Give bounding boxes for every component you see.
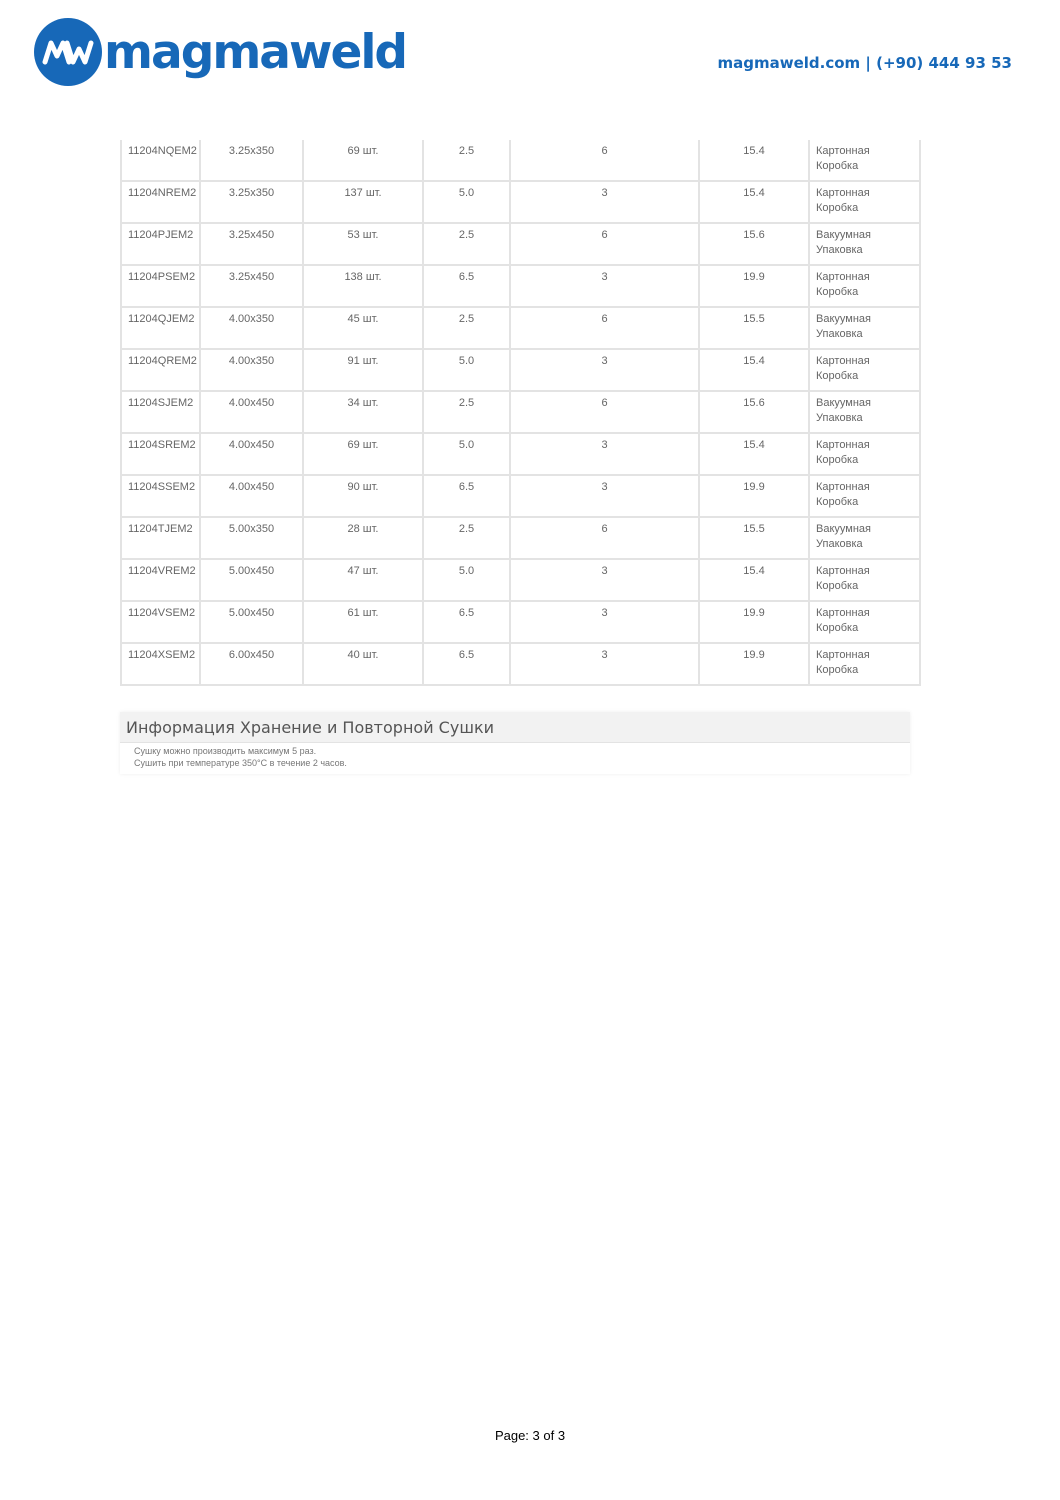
cell-weight: 2.5 xyxy=(423,307,510,349)
logo-text: magmaweld xyxy=(104,24,407,80)
cell-package-count: 6 xyxy=(510,517,699,559)
cell-product-code: 11204QJEM2 xyxy=(121,307,200,349)
cell-product-code: 11204VREM2 xyxy=(121,559,200,601)
product-table-wrapper xyxy=(120,140,919,686)
cell-package-count: 3 xyxy=(510,559,699,601)
cell-total-weight: 19.9 xyxy=(699,643,809,685)
cell-total-weight: 19.9 xyxy=(699,475,809,517)
cell-product-code: 11204NREM2 xyxy=(121,181,200,223)
table-row xyxy=(121,601,920,643)
storage-info-title: Информация Хранение и Повторной Сушки xyxy=(120,712,910,743)
cell-size: 4.00x450 xyxy=(200,433,303,475)
page-number: Page: 3 of 3 xyxy=(494,1428,566,1443)
cell-size: 3.25x450 xyxy=(200,223,303,265)
product-table xyxy=(120,140,921,686)
cell-total-weight: 19.9 xyxy=(699,265,809,307)
cell-weight: 2.5 xyxy=(423,140,510,181)
cell-total-weight: 15.4 xyxy=(699,181,809,223)
table-row xyxy=(121,517,920,559)
cell-product-code: 11204VSEM2 xyxy=(121,601,200,643)
cell-package-count: 3 xyxy=(510,601,699,643)
cell-packaging: Картонная Коробка xyxy=(809,433,920,475)
cell-quantity: 137 шт. xyxy=(303,181,423,223)
cell-product-code: 11204NQEM2 xyxy=(121,140,200,181)
cell-quantity: 61 шт. xyxy=(303,601,423,643)
cell-packaging: Картонная Коробка xyxy=(809,475,920,517)
cell-package-count: 6 xyxy=(510,391,699,433)
cell-total-weight: 15.4 xyxy=(699,433,809,475)
cell-packaging: Картонная Коробка xyxy=(809,140,920,181)
contact-info: magmaweld.com | (+90) 444 93 53 xyxy=(717,54,1012,72)
cell-weight: 2.5 xyxy=(423,517,510,559)
table-row xyxy=(121,349,920,391)
table-row xyxy=(121,307,920,349)
cell-quantity: 90 шт. xyxy=(303,475,423,517)
cell-total-weight: 15.6 xyxy=(699,223,809,265)
cell-size: 4.00x450 xyxy=(200,475,303,517)
cell-total-weight: 15.5 xyxy=(699,517,809,559)
magmaweld-logo xyxy=(34,18,406,86)
cell-package-count: 3 xyxy=(510,475,699,517)
cell-quantity: 69 шт. xyxy=(303,433,423,475)
cell-packaging: Картонная Коробка xyxy=(809,559,920,601)
cell-product-code: 11204XSEM2 xyxy=(121,643,200,685)
cell-packaging: Картонная Коробка xyxy=(809,265,920,307)
cell-weight: 6.5 xyxy=(423,265,510,307)
cell-quantity: 91 шт. xyxy=(303,349,423,391)
cell-package-count: 3 xyxy=(510,349,699,391)
cell-product-code: 11204SSEM2 xyxy=(121,475,200,517)
table-row xyxy=(121,643,920,685)
cell-packaging: Вакуумная Упаковка xyxy=(809,223,920,265)
cell-package-count: 3 xyxy=(510,433,699,475)
cell-size: 3.25x350 xyxy=(200,140,303,181)
table-row xyxy=(121,433,920,475)
cell-packaging: Вакуумная Упаковка xyxy=(809,307,920,349)
table-row xyxy=(121,265,920,307)
cell-packaging: Картонная Коробка xyxy=(809,181,920,223)
cell-product-code: 11204TJEM2 xyxy=(121,517,200,559)
cell-product-code: 11204PJEM2 xyxy=(121,223,200,265)
cell-quantity: 45 шт. xyxy=(303,307,423,349)
cell-product-code: 11204SREM2 xyxy=(121,433,200,475)
product-table-body xyxy=(121,140,920,685)
cell-size: 4.00x450 xyxy=(200,391,303,433)
cell-total-weight: 19.9 xyxy=(699,601,809,643)
storage-info-box xyxy=(120,712,910,774)
cell-quantity: 28 шт. xyxy=(303,517,423,559)
cell-quantity: 34 шт. xyxy=(303,391,423,433)
cell-weight: 5.0 xyxy=(423,349,510,391)
cell-package-count: 3 xyxy=(510,265,699,307)
cell-product-code: 11204QREM2 xyxy=(121,349,200,391)
cell-quantity: 69 шт. xyxy=(303,140,423,181)
cell-total-weight: 15.5 xyxy=(699,307,809,349)
cell-packaging: Картонная Коробка xyxy=(809,643,920,685)
table-row xyxy=(121,223,920,265)
cell-weight: 6.5 xyxy=(423,475,510,517)
table-row xyxy=(121,391,920,433)
cell-package-count: 3 xyxy=(510,181,699,223)
cell-quantity: 138 шт. xyxy=(303,265,423,307)
cell-package-count: 6 xyxy=(510,223,699,265)
cell-size: 3.25x350 xyxy=(200,181,303,223)
storage-info-line: Сушку можно производить максимум 5 раз. xyxy=(134,746,317,756)
cell-weight: 6.5 xyxy=(423,601,510,643)
cell-size: 3.25x450 xyxy=(200,265,303,307)
logo-mw-mark xyxy=(42,38,94,66)
cell-size: 4.00x350 xyxy=(200,307,303,349)
storage-info-line: Сушить при температуре 350°C в течение 2 часов. xyxy=(134,758,347,768)
page-header xyxy=(0,0,1060,110)
table-row xyxy=(121,140,920,181)
cell-weight: 6.5 xyxy=(423,643,510,685)
cell-packaging: Вакуумная Упаковка xyxy=(809,517,920,559)
cell-total-weight: 15.4 xyxy=(699,559,809,601)
table-row xyxy=(121,181,920,223)
cell-size: 5.00x450 xyxy=(200,559,303,601)
cell-total-weight: 15.4 xyxy=(699,349,809,391)
cell-quantity: 40 шт. xyxy=(303,643,423,685)
cell-weight: 5.0 xyxy=(423,181,510,223)
cell-total-weight: 15.4 xyxy=(699,140,809,181)
cell-product-code: 11204PSEM2 xyxy=(121,265,200,307)
cell-size: 5.00x350 xyxy=(200,517,303,559)
logo-circle xyxy=(34,18,102,86)
table-row xyxy=(121,475,920,517)
cell-packaging: Картонная Коробка xyxy=(809,601,920,643)
cell-size: 4.00x350 xyxy=(200,349,303,391)
cell-package-count: 3 xyxy=(510,643,699,685)
storage-info-body xyxy=(120,743,910,769)
cell-weight: 5.0 xyxy=(423,559,510,601)
cell-packaging: Вакуумная Упаковка xyxy=(809,391,920,433)
cell-size: 5.00x450 xyxy=(200,601,303,643)
cell-packaging: Картонная Коробка xyxy=(809,349,920,391)
cell-package-count: 6 xyxy=(510,307,699,349)
cell-quantity: 53 шт. xyxy=(303,223,423,265)
cell-quantity: 47 шт. xyxy=(303,559,423,601)
table-row xyxy=(121,559,920,601)
cell-size: 6.00x450 xyxy=(200,643,303,685)
cell-weight: 2.5 xyxy=(423,223,510,265)
cell-product-code: 11204SJEM2 xyxy=(121,391,200,433)
cell-package-count: 6 xyxy=(510,140,699,181)
cell-weight: 5.0 xyxy=(423,433,510,475)
cell-weight: 2.5 xyxy=(423,391,510,433)
cell-total-weight: 15.6 xyxy=(699,391,809,433)
